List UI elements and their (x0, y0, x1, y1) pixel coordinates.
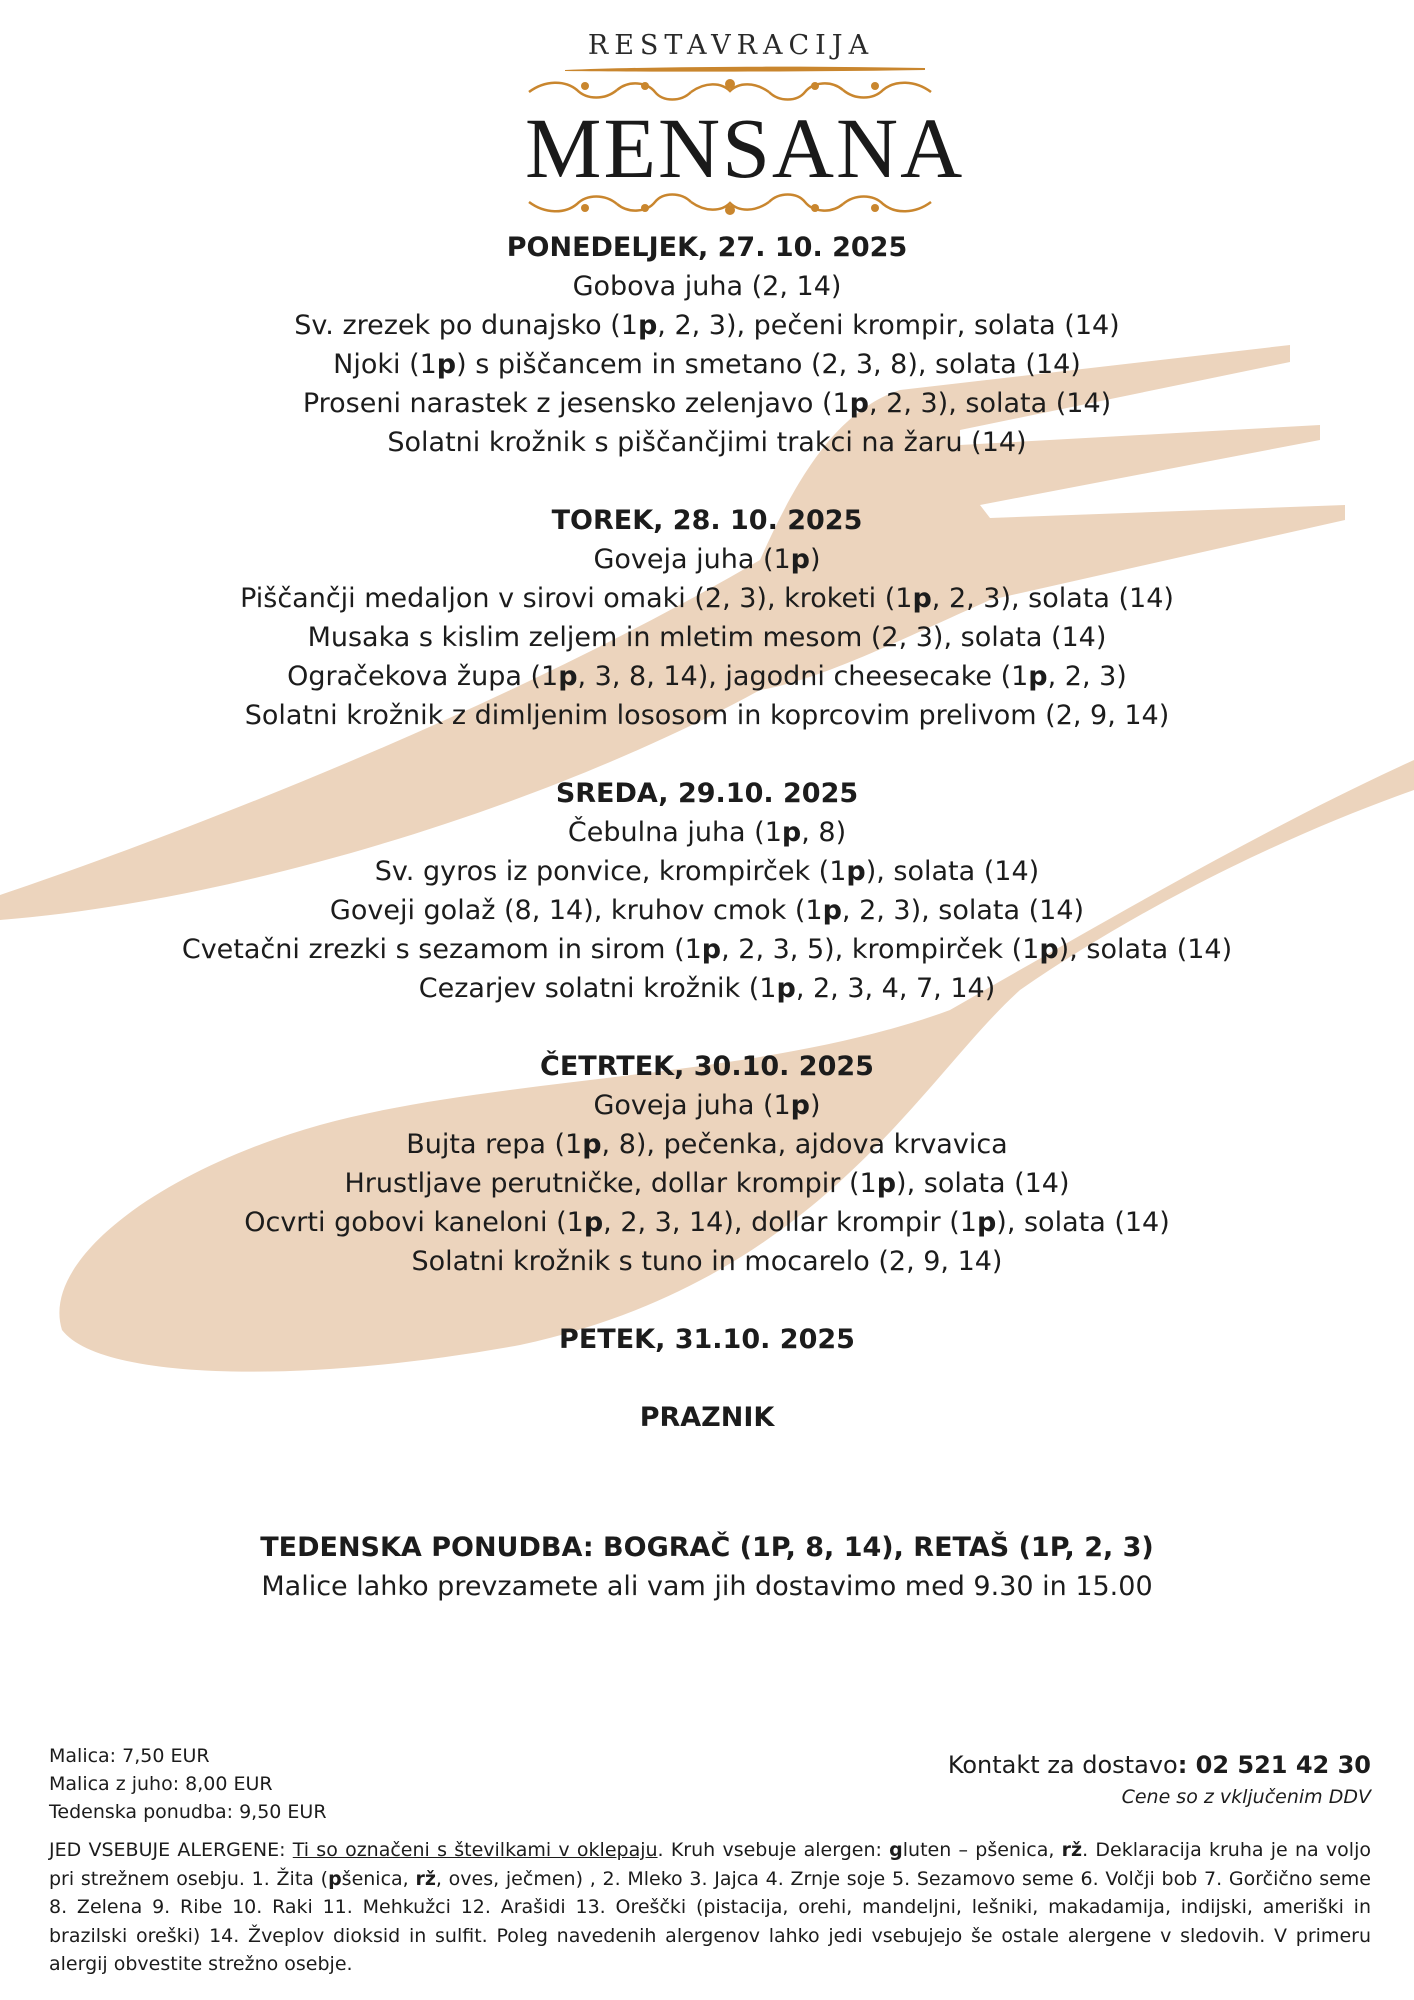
text-segment: , 2, 3, 14), dollar krompir (1 (603, 1207, 977, 1238)
price-list (49, 1742, 327, 1826)
text-segment: šenica, (341, 1867, 416, 1890)
dish-item (0, 696, 1414, 735)
contact-label: Kontakt za dostavo (947, 1751, 1178, 1779)
weekly-menu (0, 228, 1414, 1437)
text-segment: Ocvrti gobovi kaneloni (1 (244, 1207, 584, 1238)
day-list (0, 228, 1414, 1359)
text-segment: , 2, 3), solata (14) (869, 388, 1112, 419)
bold-text-segment: p (781, 817, 802, 848)
bold-text-segment: p (876, 1168, 897, 1199)
text-segment: ) (810, 544, 821, 575)
text-segment: , 2, 3), pečeni krompir, solata (14) (657, 310, 1120, 341)
bold-text-segment: p (701, 934, 722, 965)
text-segment: luten – pšenica, (902, 1839, 1062, 1861)
text-segment: , 2, 3, 5), krompirček (1 (721, 934, 1040, 965)
bold-text-segment: p (436, 349, 457, 380)
text-segment: , 8) (801, 817, 847, 848)
day-title: PONEDELJEK, 27. 10. 2025 (506, 232, 908, 263)
text-segment: Cvetačni zrezki s sezamom in sirom (1 (181, 934, 702, 965)
menu-day (0, 1047, 1414, 1281)
price-item: Malica: 7,50 EUR (49, 1745, 210, 1767)
dish-item (0, 540, 1414, 579)
dish-item (0, 384, 1414, 423)
text-segment: Piščančji medaljon v sirovi omaki (2, 3), kroketi (1 (240, 583, 913, 614)
bold-text-segment: p (1039, 934, 1059, 965)
text-segment: JED VSEBUJE ALERGENE: (49, 1839, 293, 1861)
text-segment: ), solata (14) (996, 1207, 1170, 1238)
bold-text-segment: p (790, 544, 810, 575)
menu-day (0, 501, 1414, 735)
text-segment: , 2, 3), solata (14) (841, 895, 1085, 926)
dish-item (0, 813, 1414, 852)
text-segment: Hrustljave perutničke, dollar krompir (1 (344, 1168, 877, 1199)
text-segment: ), solata (14) (896, 1168, 1070, 1199)
menu-day (0, 1320, 1414, 1359)
text-segment: Goveji golaž (8, 14), kruhov cmok (1 (329, 895, 823, 926)
text-segment: , 2, 3) (1047, 661, 1127, 692)
dish-item (0, 1086, 1414, 1125)
bold-text-segment: rž (1061, 1839, 1083, 1861)
text-segment: , 2, 3, 4, 7, 14) (795, 973, 996, 1004)
logo-restavracija-text: RESTAVRACIJA (587, 30, 875, 61)
bold-text-segment: p (846, 856, 866, 887)
text-segment: . Deklaracija kruha je na voljo pri strežnem osebju. 1. Žita ( (49, 1839, 1371, 1890)
day-title: PETEK, 31.10. 2025 (559, 1324, 855, 1355)
dish-item (0, 657, 1414, 696)
text-segment: Sv. zrezek po dunajsko (1 (294, 310, 638, 341)
day-title: SREDA, 29.10. 2025 (555, 778, 859, 809)
bold-text-segment: p (822, 895, 842, 926)
dish-item (0, 345, 1414, 384)
bold-text-segment: p (976, 1207, 997, 1238)
text-segment: Gobova juha (2, 14) (572, 271, 842, 302)
vat-note: Cene so z vključenim DDV (1121, 1786, 1371, 1808)
bold-text-segment: p (790, 1090, 810, 1121)
dish-item (0, 267, 1414, 306)
bold-text-segment: p (558, 661, 578, 692)
bold-text-segment: p (328, 1867, 342, 1890)
bold-text-segment: p (849, 388, 869, 419)
day-title: ČETRTEK, 30.10. 2025 (540, 1051, 874, 1082)
dish-item (0, 1164, 1414, 1203)
dish-item (0, 1203, 1414, 1242)
logo-mensana-text: MENSANA (525, 100, 965, 196)
text-segment: ), solata (14) (865, 856, 1040, 887)
logo-brush-line (525, 64, 935, 74)
dish-item (0, 930, 1414, 969)
dish-item (0, 852, 1414, 891)
holiday-label: PRAZNIK (639, 1402, 775, 1433)
bold-text-segment: p (776, 973, 796, 1004)
dish-item (0, 1242, 1414, 1281)
text-segment: Musaka s kislim zeljem in mletim mesom (2, 3), solata (14) (307, 622, 1107, 653)
dish-item (0, 891, 1414, 930)
text-segment: Cezarjev solatni krožnik (1 (418, 973, 777, 1004)
text-segment: Solatni krožnik s tuno in mocarelo (2, 9, 14) (411, 1246, 1003, 1277)
bold-text-segment: p (582, 1129, 602, 1160)
menu-day (0, 228, 1414, 462)
pickup-delivery-note: Malice lahko prevzamete ali vam jih dostavimo med 9.30 in 15.00 (261, 1571, 1153, 1602)
text-segment: , 8), pečenka, ajdova krvavica (601, 1129, 1008, 1160)
text-segment: , 3, 8, 14), jagodni cheesecake (1 (577, 661, 1029, 692)
menu-day (0, 774, 1414, 1008)
text-segment: Proseni narastek z jesensko zelenjavo (1 (302, 388, 850, 419)
text-segment: Goveja juha (1 (593, 544, 791, 575)
restaurant-logo (525, 28, 965, 218)
price-item: Tedenska ponudba: 9,50 EUR (49, 1801, 327, 1823)
bold-text-segment: g (889, 1839, 903, 1861)
bold-text-segment: p (637, 310, 658, 341)
text-segment: Goveja juha (1 (593, 1090, 791, 1121)
text-segment: Čebulna juha (1 (567, 817, 782, 848)
text-segment: Njoki (1 (333, 349, 437, 380)
bold-text-segment: rž (415, 1867, 436, 1890)
text-segment: Sv. gyros iz ponvice, krompirček (1 (374, 856, 847, 887)
delivery-contact (948, 1748, 1371, 1812)
bottom-ornament-flourish (525, 188, 935, 218)
dish-item (0, 969, 1414, 1008)
dish-item (0, 579, 1414, 618)
text-segment: Ti so označeni s številkami v oklepaju (292, 1839, 658, 1861)
allergen-declaration (49, 1836, 1371, 1979)
text-segment: . Kruh vsebuje alergen: (657, 1839, 890, 1861)
day-title: TOREK, 28. 10. 2025 (551, 505, 863, 536)
weekly-offer (0, 1528, 1414, 1606)
text-segment: ) s piščancem in smetano (2, 3, 8), solata (14) (456, 349, 1081, 380)
text-segment: Ogračekova župa (1 (287, 661, 559, 692)
contact-line (948, 1748, 1371, 1782)
bold-text-segment: p (912, 583, 932, 614)
bold-text-segment: p (583, 1207, 604, 1238)
text-segment: ) (810, 1090, 821, 1121)
text-segment: Solatni krožnik s piščančjimi trakci na žaru (14) (387, 427, 1027, 458)
text-segment: , oves, ječmen) , 2. Mleko 3. Jajca 4. Zrnje soje 5. Sezamovo seme 6. Volčji bob 7. Gorčično seme 8. Zelena 9. Ribe 10. Raki 11. Mehkužci 12. Arašidi 13. Oreščki (pistacija, orehi, mandeljni, lešniki, makadamija, indijski, ameriški in brazilski oreški) 14. Žveplov dioksid in sulfit. Poleg navedenih alergenov lahko jedi vsebujejo še ostale alergene v sledovih. V primeru alergij obvestite strežno osebje. (49, 1867, 1371, 1975)
weekly-offer-title: TEDENSKA PONUDBA: BOGRAČ (1P, 8, 14), RETAŠ (1P, 2, 3) (260, 1532, 1154, 1563)
text-segment: Solatni krožnik z dimljenim lososom in koprcovim prelivom (2, 9, 14) (244, 700, 1170, 731)
dish-item (0, 1125, 1414, 1164)
text-segment: Bujta repa (1 (406, 1129, 583, 1160)
text-segment: , 2, 3), solata (14) (931, 583, 1174, 614)
text-segment: ), solata (14) (1058, 934, 1233, 965)
contact-phone: : 02 521 42 30 (1177, 1751, 1371, 1779)
dish-item (0, 306, 1414, 345)
dish-item (0, 618, 1414, 657)
bold-text-segment: p (1028, 661, 1048, 692)
price-item: Malica z juho: 8,00 EUR (49, 1773, 273, 1795)
dish-item (0, 423, 1414, 462)
